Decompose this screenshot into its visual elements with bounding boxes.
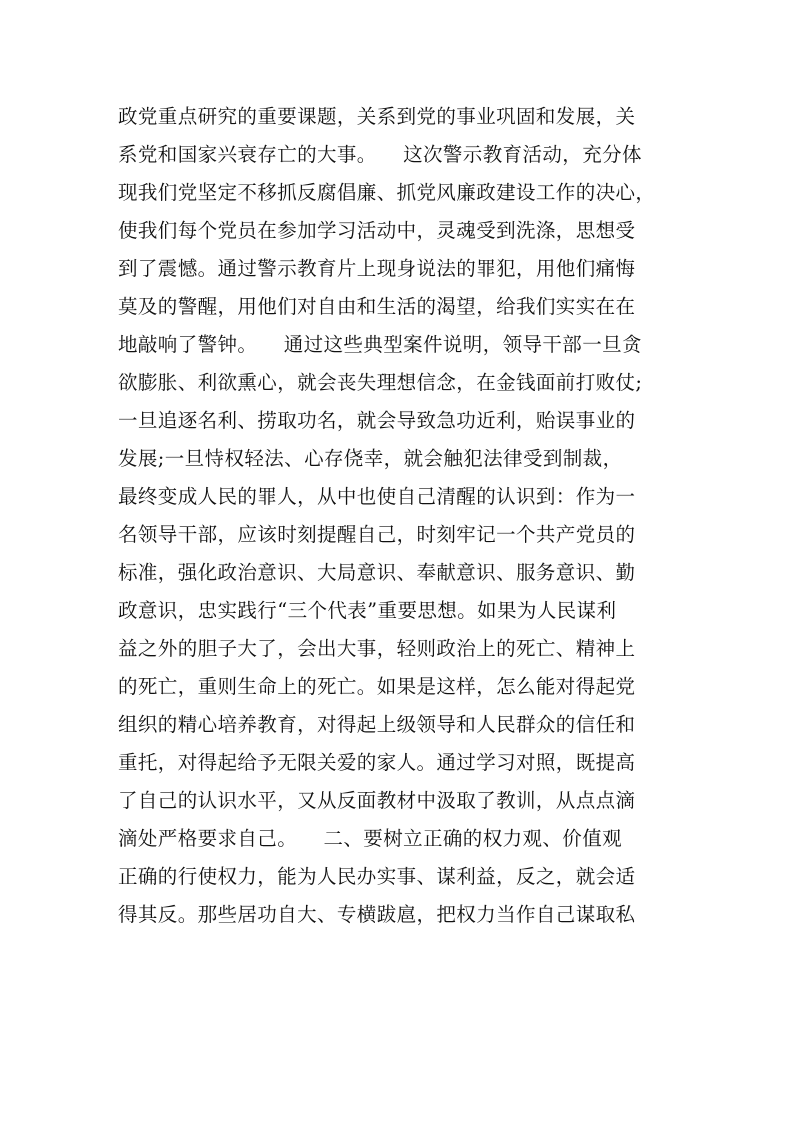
text-line: 发展;一旦恃权轻法、心存侥幸，就会触犯法律受到制裁， — [118, 447, 623, 470]
text-line: 滴处严格要求自己。 二、要树立正确的权力观、价值观 — [118, 827, 622, 850]
text-line: 系党和国家兴衰存亡的大事。 这次警示教育活动，充分体 — [118, 143, 642, 166]
text-line: 了自己的认识水平，又从反面教材中汲取了教训，从点点滴 — [118, 789, 636, 812]
text-line: 最终变成人民的罪人，从中也使自己清醒的认识到：作为一 — [118, 485, 636, 508]
text-line: 使我们每个党员在参加学习活动中，灵魂受到洗涤，思想受 — [118, 219, 636, 242]
text-line: 一旦追逐名利、捞取功名，就会导致急功近利，贻误事业的 — [118, 409, 636, 432]
text-line: 政党重点研究的重要课题，关系到党的事业巩固和发展，关 — [118, 105, 636, 128]
text-line: 到了震憾。通过警示教育片上现身说法的罪犯，用他们痛悔 — [118, 257, 636, 280]
text-line: 的死亡，重则生命上的死亡。如果是这样，怎么能对得起党 — [118, 675, 636, 698]
text-line: 重托，对得起给予无限关爱的家人。通过学习对照，既提高 — [118, 751, 636, 774]
text-line: 正确的行使权力，能为人民办实事、谋利益，反之，就会适 — [118, 865, 636, 888]
text-line: 得其反。那些居功自大、专横跋扈，把权力当作自己谋取私 — [118, 903, 636, 926]
text-line: 欲膨胀、利欲熏心，就会丧失理想信念，在金钱面前打败仗; — [118, 371, 643, 394]
text-line: 名领导干部，应该时刻提醒自己，时刻牢记一个共产党员的 — [118, 523, 636, 546]
text-line: 组织的精心培养教育，对得起上级领导和人民群众的信任和 — [118, 713, 636, 736]
text-line: 地敲响了警钟。 通过这些典型案件说明，领导干部一旦贪 — [118, 333, 642, 356]
text-line: 益之外的胆子大了，会出大事，轻则政治上的死亡、精神上 — [118, 637, 636, 660]
text-line: 政意识，忠实践行“三个代表”重要思想。如果为人民谋利 — [118, 599, 617, 622]
text-line: 莫及的警醒，用他们对自由和生活的渴望，给我们实实在在 — [118, 295, 636, 318]
text-line: 现我们党坚定不移抓反腐倡廉、抓党风廉政建设工作的决心， — [118, 181, 656, 204]
text-line: 标准，强化政治意识、大局意识、奉献意识、服务意识、勤 — [118, 561, 636, 584]
